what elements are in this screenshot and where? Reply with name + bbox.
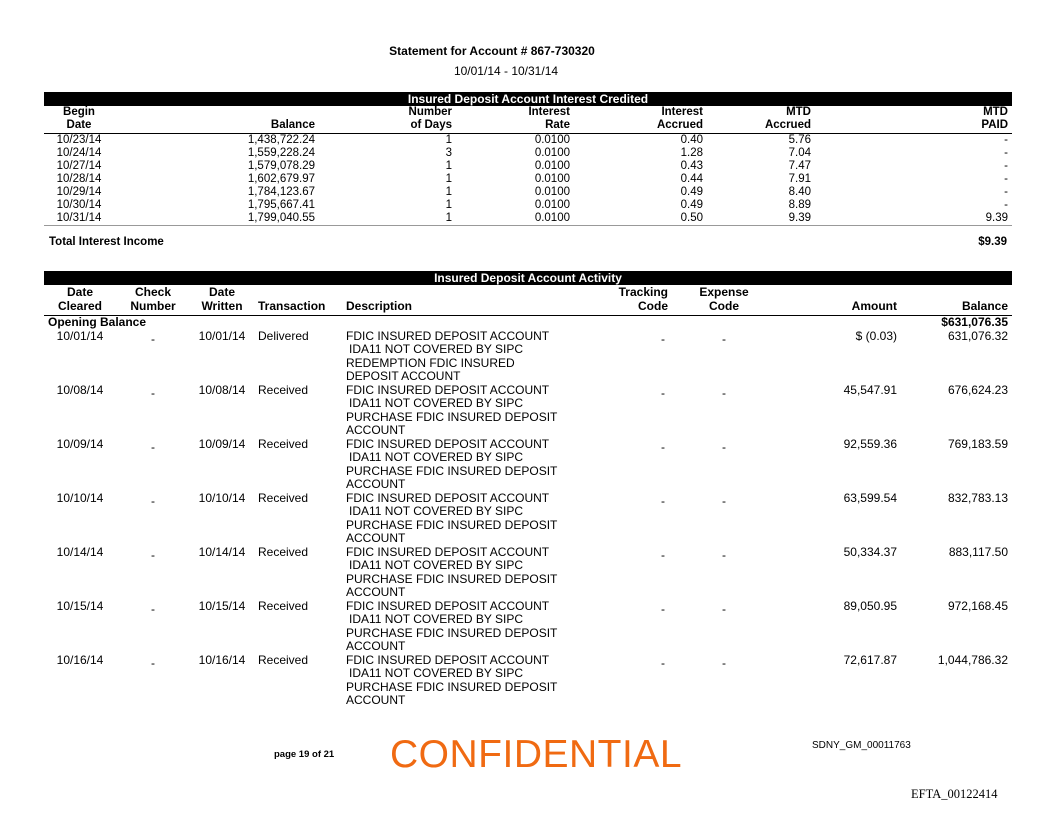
transaction-description [344, 330, 578, 384]
opening-balance-row [44, 316, 1012, 330]
interest-cell: 10/23/14 [56, 134, 102, 146]
interest-cell: 9.39 [705, 212, 841, 226]
interest-col-header-top: Number [408, 106, 452, 118]
transaction-tracking: - [661, 601, 665, 616]
total-interest-label: Total Interest Income [49, 236, 164, 248]
activity-table [44, 285, 1012, 708]
interest-cell: - [1004, 186, 1008, 198]
description-line: IDA11 NOT COVERED BY SIPC [349, 450, 524, 464]
transaction-description [344, 384, 578, 438]
transaction-balance: 883,117.50 [948, 544, 1008, 559]
interest-cell: 3 [445, 147, 452, 159]
description-line: PURCHASE FDIC INSURED DEPOSIT [346, 571, 558, 586]
transaction-amount: $ (0.03) [855, 328, 897, 343]
transaction-type: Received [258, 652, 309, 667]
description-line: PURCHASE FDIC INSURED DEPOSIT [346, 679, 558, 694]
statement-period: 10/01/14 - 10/31/14 [453, 64, 559, 78]
transaction-type: Received [258, 490, 309, 505]
interest-col-header-top: Begin [63, 106, 95, 118]
transaction-check: - [151, 547, 155, 562]
transaction-expense: - [722, 547, 726, 562]
interest-row [44, 147, 1012, 160]
transaction-written: 10/10/14 [198, 490, 246, 505]
activity-col-header: Description [344, 299, 578, 316]
transaction-cleared: 10/01/14 [56, 328, 104, 343]
interest-cell: 0.44 [680, 173, 703, 185]
interest-cell: 7.91 [788, 173, 811, 185]
interest-row [44, 173, 1012, 186]
transaction-cleared: 10/15/14 [56, 598, 104, 613]
interest-col-header: Rate [456, 119, 572, 134]
transaction-type: Received [258, 436, 309, 451]
transaction-cleared: 10/10/14 [56, 490, 104, 505]
interest-cell: 0.43 [680, 160, 703, 172]
interest-cell: - [1004, 134, 1008, 146]
transaction-description [344, 654, 578, 708]
activity-col-header: Code [678, 299, 770, 316]
interest-cell: - [1004, 173, 1008, 185]
interest-col-header: PAID [841, 119, 1012, 134]
transaction-written: 10/15/14 [198, 598, 246, 613]
transaction-written: 10/01/14 [198, 328, 246, 343]
description-line: FDIC INSURED DEPOSIT ACCOUNT [346, 328, 550, 343]
interest-cell: 8.89 [788, 199, 811, 211]
activity-col-header-top: Date [66, 285, 93, 299]
transaction-expense: - [722, 385, 726, 400]
activity-col-header-top [254, 285, 344, 299]
interest-cell: 1,795,667.41 [247, 199, 315, 211]
transaction-amount: 63,599.54 [843, 490, 897, 505]
description-line: PURCHASE FDIC INSURED DEPOSIT [346, 463, 558, 478]
transaction-cleared: 10/09/14 [56, 436, 104, 451]
transaction-check: - [151, 385, 155, 400]
interest-col-header: Balance [114, 119, 319, 134]
activity-col-header: Code [578, 299, 678, 316]
transaction-expense: - [722, 331, 726, 346]
interest-cell: 0.0100 [534, 186, 570, 198]
transaction-tracking: - [661, 331, 665, 346]
description-line: IDA11 NOT COVERED BY SIPC [349, 396, 524, 410]
transaction-amount: 50,334.37 [843, 544, 897, 559]
interest-cell: 1.28 [680, 147, 703, 159]
transaction-written: 10/09/14 [198, 436, 246, 451]
transaction-expense: - [722, 493, 726, 508]
transaction-written: 10/08/14 [198, 382, 246, 397]
transaction-tracking: - [661, 655, 665, 670]
interest-col-header-top: Interest [661, 106, 703, 118]
transaction-amount: 89,050.95 [843, 598, 897, 613]
interest-col-header-top: Interest [528, 106, 570, 118]
page-number: page 19 of 21 [274, 749, 335, 760]
interest-cell: 1,799,040.55 [114, 212, 319, 226]
transaction-balance: 1,044,786.32 [937, 652, 1008, 667]
interest-cell: 0.40 [680, 134, 703, 146]
transaction-expense: - [722, 655, 726, 670]
interest-cell: 7.47 [788, 160, 811, 172]
activity-col-header-top: Expense [699, 285, 749, 299]
interest-cell: 1,784,123.67 [247, 186, 315, 198]
transaction-description [344, 492, 578, 546]
transaction-row [44, 330, 1012, 384]
description-line: ACCOUNT [346, 531, 406, 545]
transaction-amount: 45,547.91 [843, 382, 897, 397]
interest-cell: 1 [445, 199, 452, 211]
interest-cell: 1 [445, 186, 452, 198]
transaction-cleared: 10/16/14 [56, 652, 104, 667]
transaction-row [44, 492, 1012, 546]
bates-efta: EFTA_00122414 [911, 787, 998, 801]
interest-cell: 10/27/14 [56, 160, 102, 172]
interest-cell: 1,559,228.24 [247, 147, 315, 159]
transaction-cleared: 10/14/14 [56, 544, 104, 559]
interest-row [44, 134, 1012, 148]
transaction-type: Received [258, 598, 309, 613]
transaction-expense: - [722, 439, 726, 454]
interest-cell: 1 [445, 173, 452, 185]
transaction-amount: 72,617.87 [843, 652, 897, 667]
interest-col-header-top [114, 106, 319, 119]
activity-col-header-top [897, 285, 1012, 299]
interest-cell: 0.0100 [534, 160, 570, 172]
interest-cell: 0.0100 [456, 212, 572, 226]
description-line: ACCOUNT [346, 477, 406, 491]
interest-cell: 10/28/14 [56, 173, 102, 185]
activity-col-header-top: Date [208, 285, 235, 299]
interest-cell: 0.0100 [534, 173, 570, 185]
description-line: FDIC INSURED DEPOSIT ACCOUNT [346, 598, 550, 613]
transaction-check: - [151, 601, 155, 616]
interest-col-header-top: MTD [786, 106, 811, 118]
transaction-expense: - [722, 601, 726, 616]
transaction-check: - [151, 493, 155, 508]
total-interest-value: $9.39 [978, 236, 1007, 248]
transaction-balance: 972,168.45 [947, 598, 1008, 613]
interest-row [44, 212, 1012, 226]
interest-section-title: Insured Deposit Account Interest Credited [44, 92, 1012, 106]
description-line: IDA11 NOT COVERED BY SIPC [349, 612, 524, 626]
transaction-description [344, 546, 578, 600]
transaction-balance: 676,624.23 [947, 382, 1008, 397]
interest-col-header-top: MTD [983, 106, 1008, 118]
description-line: DEPOSIT ACCOUNT [346, 369, 461, 383]
transaction-written: 10/14/14 [198, 544, 246, 559]
activity-col-header-top [770, 285, 897, 299]
transaction-row [44, 546, 1012, 600]
total-interest-row [49, 236, 1007, 248]
transaction-tracking: - [661, 385, 665, 400]
interest-cell: 0.49 [680, 186, 703, 198]
interest-col-header: Date [44, 119, 114, 134]
transaction-row [44, 654, 1012, 708]
description-line: FDIC INSURED DEPOSIT ACCOUNT [346, 436, 550, 451]
interest-cell: 10/29/14 [56, 186, 102, 198]
activity-col-header-top: Check [134, 285, 172, 299]
statement-title: Statement for Account # 867-730320 [389, 44, 595, 58]
opening-balance-label: Opening Balance [48, 315, 147, 329]
transaction-cleared: 10/08/14 [56, 382, 104, 397]
description-line: IDA11 NOT COVERED BY SIPC [349, 558, 524, 572]
interest-cell: 10/24/14 [56, 147, 102, 159]
transaction-type: Delivered [258, 328, 309, 343]
interest-cell: - [1004, 147, 1008, 159]
interest-cell: - [1004, 160, 1008, 172]
description-line: PURCHASE FDIC INSURED DEPOSIT [346, 517, 558, 532]
description-line: FDIC INSURED DEPOSIT ACCOUNT [346, 544, 550, 559]
interest-row [44, 199, 1012, 212]
bates-sdny: SDNY_GM_00011763 [812, 740, 911, 751]
interest-cell: 0.0100 [534, 147, 570, 159]
interest-cell: 10/31/14 [44, 212, 114, 226]
activity-section-title: Insured Deposit Account Activity [44, 271, 1012, 285]
activity-col-header: Amount [770, 299, 897, 316]
interest-col-header: Accrued [572, 119, 705, 134]
interest-row [44, 186, 1012, 199]
transaction-amount: 92,559.36 [843, 436, 897, 451]
transaction-written: 10/16/14 [198, 652, 246, 667]
description-line: ACCOUNT [346, 423, 406, 437]
description-line: IDA11 NOT COVERED BY SIPC [349, 342, 524, 356]
interest-cell: 7.04 [788, 147, 811, 159]
interest-cell: 1,438,722.24 [247, 134, 315, 146]
description-line: FDIC INSURED DEPOSIT ACCOUNT [346, 490, 550, 505]
transaction-row [44, 438, 1012, 492]
transaction-balance: 769,183.59 [947, 436, 1008, 451]
description-line: FDIC INSURED DEPOSIT ACCOUNT [346, 382, 550, 397]
opening-balance-value: $631,076.35 [941, 315, 1008, 329]
activity-col-header-top: Tracking [618, 285, 668, 299]
transaction-type: Received [258, 544, 309, 559]
interest-cell: 5.76 [788, 134, 811, 146]
transaction-row [44, 600, 1012, 654]
interest-col-header: Accrued [705, 119, 841, 134]
transaction-tracking: - [661, 547, 665, 562]
transaction-check: - [151, 439, 155, 454]
transaction-check: - [151, 331, 155, 346]
description-line: IDA11 NOT COVERED BY SIPC [349, 666, 524, 680]
interest-cell: - [1004, 199, 1008, 211]
transaction-description [344, 438, 578, 492]
interest-cell: 1 [445, 160, 452, 172]
transaction-description [344, 600, 578, 654]
transaction-balance: 832,783.13 [947, 490, 1008, 505]
interest-row [44, 160, 1012, 173]
activity-col-header-top [344, 285, 578, 299]
interest-cell: 0.49 [680, 199, 703, 211]
description-line: PURCHASE FDIC INSURED DEPOSIT [346, 409, 558, 424]
interest-section [44, 92, 1012, 226]
interest-cell: 8.40 [788, 186, 811, 198]
interest-cell: 1,602,679.97 [247, 173, 315, 185]
activity-col-header: Cleared [44, 299, 116, 316]
description-line: ACCOUNT [346, 693, 406, 707]
interest-col-header: of Days [319, 119, 456, 134]
interest-cell: 0.50 [572, 212, 705, 226]
interest-cell: 0.0100 [534, 134, 570, 146]
confidential-stamp: CONFIDENTIAL [390, 733, 683, 776]
activity-col-header: Balance [897, 299, 1012, 316]
description-line: ACCOUNT [346, 585, 406, 599]
transaction-type: Received [258, 382, 309, 397]
interest-cell: 1 [319, 212, 456, 226]
interest-cell: 1 [445, 134, 452, 146]
interest-cell: 1,579,078.29 [247, 160, 315, 172]
activity-col-header: Transaction [254, 299, 344, 316]
interest-cell: 10/30/14 [56, 199, 102, 211]
description-line: ACCOUNT [346, 639, 406, 653]
interest-cell: 9.39 [841, 212, 1012, 226]
transaction-check: - [151, 655, 155, 670]
transaction-balance: 631,076.32 [947, 328, 1008, 343]
transaction-row [44, 384, 1012, 438]
description-line: REDEMPTION FDIC INSURED [346, 355, 515, 370]
transaction-tracking: - [661, 493, 665, 508]
interest-table [44, 106, 1012, 226]
activity-col-header: Written [190, 299, 254, 316]
activity-section [44, 271, 1012, 708]
description-line: FDIC INSURED DEPOSIT ACCOUNT [346, 652, 550, 667]
transaction-tracking: - [661, 439, 665, 454]
description-line: PURCHASE FDIC INSURED DEPOSIT [346, 625, 558, 640]
activity-col-header: Number [116, 299, 190, 316]
description-line: IDA11 NOT COVERED BY SIPC [349, 504, 524, 518]
interest-cell: 0.0100 [534, 199, 570, 211]
